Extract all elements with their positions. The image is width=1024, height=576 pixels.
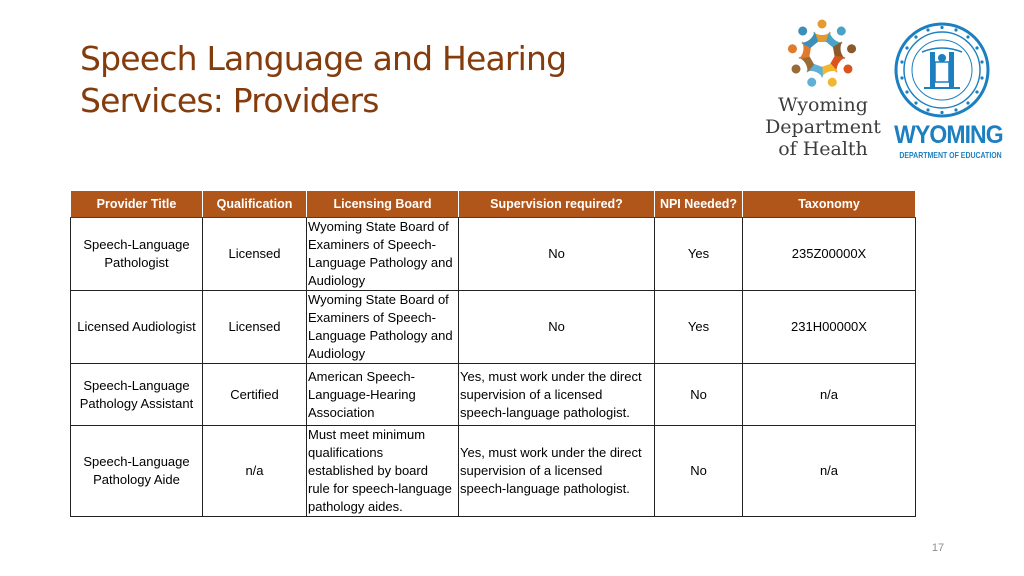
cell-line: Must meet minimum [308,427,426,442]
cell-line: supervision of a licensed [460,463,603,478]
qualification-cell: n/a [203,426,307,517]
slide-title [80,38,720,122]
cell-line: speech-language pathologist. [460,404,630,420]
cell-line: Language-Hearing [308,386,416,402]
people-circle-icon [782,14,862,94]
table-row [71,364,916,426]
cell-line: Association [308,404,375,420]
table-row [71,291,916,364]
cell-line: Examiners of Speech- [308,237,436,252]
qualification-cell: Licensed [203,218,307,291]
npi-cell: Yes [655,291,743,364]
wdh-wordmark-line-1: Wyoming [778,94,868,116]
cell-line: established by board [308,463,428,478]
provider-title-cell [71,218,203,291]
cell-line: Language Pathology and [308,255,453,270]
wde-wordmark: WYOMING [894,121,1003,149]
licensing-board-cell [307,364,459,426]
cell-line: Speech-Language [83,454,190,469]
taxonomy-cell: n/a [743,364,916,426]
cell-line: supervision of a licensed [460,386,603,402]
wdh-wordmark-line-2: Department [765,116,881,138]
cell-line: Pathology Assistant [79,395,194,411]
cell-line: Pathology Aide [93,472,180,487]
cell-line: Audiology [308,273,366,288]
cell-line: Language Pathology and [308,328,453,343]
cell-line: pathology aides. [308,499,403,514]
cell-line: Pathologist [104,255,169,270]
page-number: 17 [931,542,945,554]
table-row [71,218,916,291]
header-npi-needed: NPI Needed? [655,191,743,218]
wde-subtitle: DEPARTMENT OF EDUCATION [899,150,1002,160]
state-seal-icon [894,22,990,118]
cell-line: Licensed Audiologist [77,319,196,334]
table-header-row [71,191,916,218]
provider-title-cell [71,426,203,517]
cell-line: Examiners of Speech- [308,310,436,325]
licensing-board-cell [307,291,459,364]
taxonomy-cell: n/a [743,426,916,517]
wyoming-department-of-education-logo [890,22,1003,162]
cell-line: Wyoming State Board of [308,219,449,234]
header-provider-title: Provider Title [71,191,203,218]
cell-line: speech-language pathologist. [460,481,630,496]
slide-title-line-2: Services: Providers [80,81,379,120]
licensing-board-cell [307,218,459,291]
npi-cell: Yes [655,218,743,291]
wdh-wordmark [760,94,886,160]
supervision-cell [459,364,655,426]
npi-cell: No [655,426,743,517]
cell-line: Wyoming State Board of [308,292,449,307]
cell-line: No [548,319,565,334]
qualification-cell: Certified [203,364,307,426]
header-qualification: Qualification [203,191,307,218]
cell-line: Speech-Language [83,237,190,252]
cell-line: rule for speech-language [308,481,452,496]
cell-line: American Speech- [308,368,415,384]
table-row [71,426,916,517]
cell-line: qualifications [308,445,384,460]
cell-line: Speech-Language [83,377,190,393]
provider-title-cell [71,364,203,426]
cell-line: Yes, must work under the direct [460,368,642,384]
wdh-wordmark-line-3: of Health [778,138,868,160]
supervision-cell [459,291,655,364]
cell-line: No [548,246,565,261]
taxonomy-cell: 231H00000X [743,291,916,364]
qualification-cell: Licensed [203,291,307,364]
licensing-board-cell [307,426,459,517]
slide-title-line-1: Speech Language and Hearing [80,39,567,78]
wyoming-department-of-health-logo [760,14,886,166]
npi-cell: No [655,364,743,426]
providers-table [70,190,916,517]
provider-title-cell [71,291,203,364]
header-taxonomy: Taxonomy [743,191,916,218]
taxonomy-cell: 235Z00000X [743,218,916,291]
header-licensing-board: Licensing Board [307,191,459,218]
cell-line: Yes, must work under the direct [460,445,642,460]
supervision-cell [459,426,655,517]
cell-line: Audiology [308,346,366,361]
supervision-cell [459,218,655,291]
header-supervision-required: Supervision required? [459,191,655,218]
